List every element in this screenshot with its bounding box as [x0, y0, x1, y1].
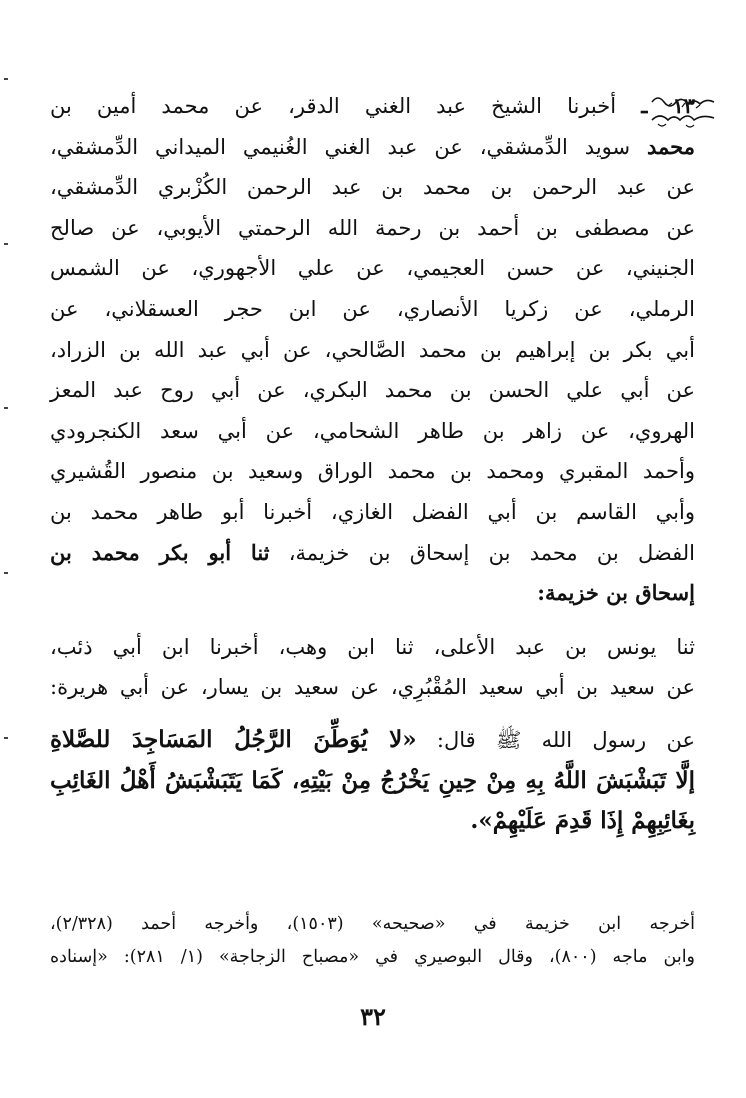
scan-edge-mark — [4, 737, 8, 739]
isnad-line: الهروي، عن زاهر بن طاهر الشحامي، عن أبي سعد الكنجرودي — [50, 418, 695, 443]
isnad-line: وأحمد المقبري ومحمد بن محمد الوراق وسعيد بن منصور القُشيري — [50, 459, 695, 484]
isnad-line: إسحاق بن خزيمة: — [537, 580, 695, 606]
footnote-line: أخرجه ابن خزيمة في «صحيحه» (١٥٠٣)، وأخرجه أحمد (٢/٣٢٨)، — [50, 914, 695, 934]
isnad-line: ١٣ ـ أخبرنا الشيخ عبد الغني الدقر، عن محمد أمين بن — [50, 93, 696, 118]
footnote — [50, 908, 695, 974]
hadith-text: إلَّا تَبَشْبَشَ اللَّهُ بِهِ مِنْ حِينِ يَخْرُجُ مِنْ بَيْتِهِ، كَمَا يَتَبَشْبَشُ أَهْلُ الغَائِبِ — [50, 766, 695, 794]
scan-edge-mark — [4, 78, 8, 80]
isnad-line: عن أبي علي الحسن بن محمد البكري، عن أبي روح عبد المعز — [50, 378, 695, 403]
chain-line: ثنا يونس بن عبد الأعلى، ثنا ابن وهب، أخبرنا ابن أبي ذئب، — [50, 634, 695, 659]
isnad-line: الرملي، عن زكريا الأنصاري، عن ابن حجر العسقلاني، عن — [50, 296, 695, 321]
isnad-line: الجنيني، عن حسن العجيمي، عن علي الأجهوري، عن الشمس — [50, 256, 695, 281]
scan-edge-mark — [4, 243, 8, 245]
hadith-line — [50, 720, 695, 761]
item-number: ١٣ — [672, 93, 696, 118]
isnad-line: الفضل بن محمد بن إسحاق بن خزيمة، ثنا أبو بكر محمد بن — [50, 539, 695, 565]
hadith-text: بِغَائِبِهِمْ إِذَا قَدِمَ عَلَيْهِمْ». — [470, 807, 695, 835]
chain-line: عن سعيد بن أبي سعيد المُقْبُرِي، عن سعيد بن يسار، عن أبي هريرة: — [50, 675, 695, 700]
scan-edge-mark — [4, 572, 8, 574]
scan-edge-mark — [4, 407, 8, 409]
isnad-line: أبي بكر بن إبراهيم بن محمد الصَّالحي، عن أبي عبد الله بن الزراد، — [50, 337, 695, 362]
isnad-line: عن عبد الرحمن بن محمد بن عبد الرحمن الكُزْبري الدِّمشقي، — [50, 175, 695, 200]
main-text — [50, 86, 695, 842]
isnad-line: محمد سويد الدِّمشقي، عن عبد الغني الغُنيمي الميداني الدِّمشقي، — [50, 133, 695, 159]
hadith-text: «لا يُوَطِّنَ الرَّجُلُ المَسَاجِدَ للصَّلاةِ — [50, 725, 417, 753]
page-number: ٣٢ — [360, 1002, 386, 1031]
isnad-line: وأبي القاسم بن أبي الفضل الغازي، أخبرنا أبو طاهر محمد بن — [50, 499, 695, 524]
hadith-intro: عن رسول الله ﷺ قال: — [436, 727, 695, 752]
isnad-line: عن مصطفى بن أحمد بن رحمة الله الرحمتي الأيوبي، عن صالح — [50, 215, 695, 240]
footnote-line: وابن ماجه (٨٠٠)، وقال البوصيري في «مصباح الزجاجة» (١/ ٢٨١): «إسناده — [50, 947, 696, 967]
